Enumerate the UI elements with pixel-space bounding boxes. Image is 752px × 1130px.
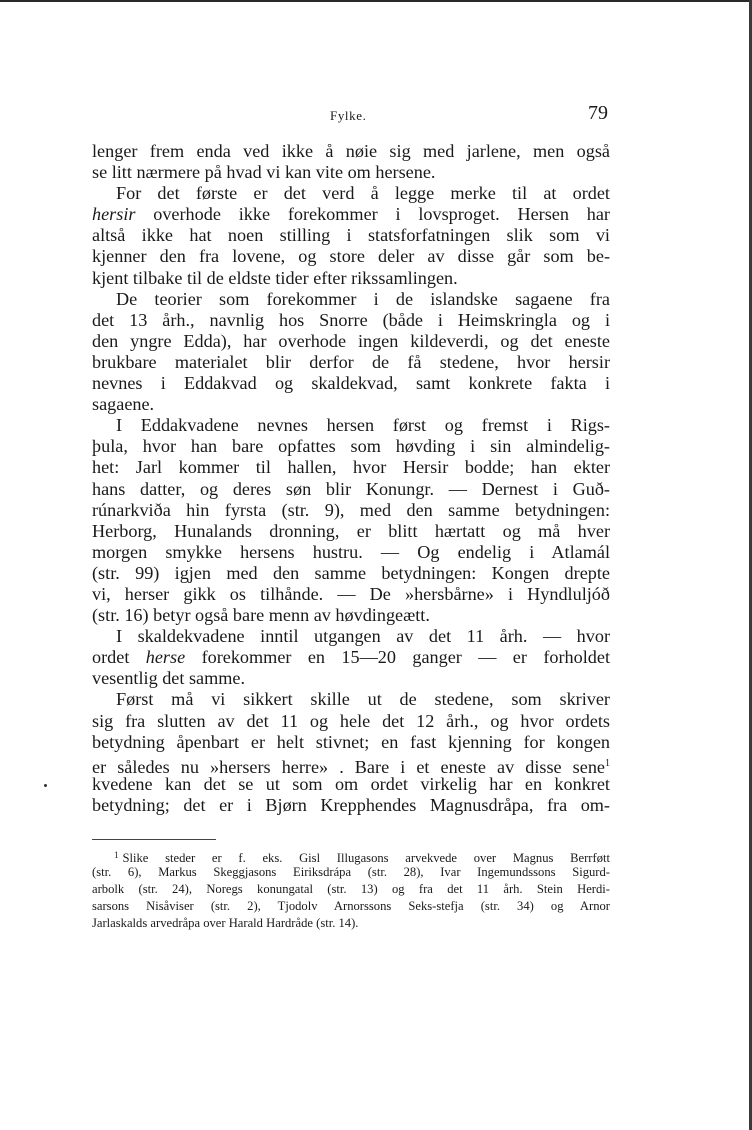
text-line: vesentlig det samme.	[92, 668, 246, 689]
footnote-line: arbolk (str. 24), Noregs konungatal (str. 13) og fra det 11 årh. Stein Herdi-	[92, 882, 610, 896]
text-line: brukbare materialet blir derfor de få stedene, hvor hersir	[92, 351, 610, 372]
italic-word-hersir: hersir	[92, 204, 136, 225]
text-line: kjenner den fra lovene, og store deler av disse går som be-	[92, 246, 610, 267]
text-line: betydning; det er i Bjørn Krepphendes Magnusdråpa, fra om-	[92, 794, 610, 815]
text-fragment: er således nu »hersers herre» . Bare i et eneste av disse sene	[92, 756, 605, 777]
scan-border-top	[0, 0, 752, 2]
text-line: kjent tilbake til de eldste tider efter rikssamlingen.	[92, 267, 458, 288]
text-line: Først må vi sikkert skille ut de stedene, som skriver	[116, 689, 610, 710]
footnote-reference[interactable]: 1	[605, 757, 610, 769]
text-line: sagaene.	[92, 394, 155, 415]
text-line: hans datter, og deres søn blir Konungr. — Dernest i Guð-	[92, 478, 610, 499]
text-line: det 13 årh., navnlig hos Snorre (både i Heimskringla og i	[92, 309, 610, 330]
text-line	[92, 753, 610, 777]
text-line: lenger frem enda ved ikke å nøie sig med jarlene, men også	[92, 141, 610, 161]
text-line: I skaldekvadene inntil utgangen av det 11 årh. — hvor	[116, 626, 610, 647]
text-line: (str. 16) betyr også bare menn av høvdingeætt.	[92, 605, 430, 626]
text-line: (str. 99) igjen med den samme betydningen: Kongen drepte	[92, 562, 610, 583]
page-number: 79	[588, 102, 608, 124]
footnote-line	[92, 847, 610, 864]
text-line: þula, hvor han bare opfattes som høvding i sin almindelig-	[92, 436, 610, 457]
footnote-divider	[92, 839, 216, 840]
italic-word-herse: herse	[145, 647, 186, 668]
running-head: Fylke.	[330, 108, 367, 123]
text-line: De teorier som forekommer i de islandske sagaene fra	[116, 288, 610, 309]
text-line: morgen smykke hersens hustru. — Og endelig i Atlamál	[92, 541, 610, 562]
footnote-line: Jarlaskalds arvedråpa over Harald Hardråde (str. 14).	[92, 916, 359, 930]
text-fragment: ordet	[92, 647, 130, 668]
text-line: I Eddakvadene nevnes hersen først og fremst i Rigs-	[116, 415, 610, 436]
text-fragment: Slike steder er f. eks. Gisl Illugasons arvekvede over Magnus Berrføtt	[122, 851, 610, 865]
text-fragment: overhode ikke forekommer i lovsproget. Hersen har	[135, 204, 610, 225]
text-fragment: forekommer en 15—20 ganger — er forholdet	[185, 647, 610, 668]
text-line	[92, 647, 610, 668]
footnote	[92, 847, 610, 932]
text-line: se litt nærmere på hvad vi kan vite om hersene.	[92, 162, 436, 183]
text-line: kvedene kan det se ut som om ordet virkelig har en konkret	[92, 773, 610, 794]
footnote-line: (str. 6), Markus Skeggjasons Eiriksdrápa (str. 28), Ivar Ingemundssons Sigurd-	[92, 865, 610, 879]
text-line: sig fra slutten av det 11 og hele det 12 årh., og hvor ordets	[92, 710, 610, 731]
footnote-marker: 1	[114, 850, 119, 860]
scan-speck	[44, 784, 47, 787]
text-line: het: Jarl kommer til hallen, hvor Hersir bodde; han ekter	[92, 457, 610, 478]
text-line: betydning åpenbart er helt stivnet; en fast kjenning for kongen	[92, 731, 610, 752]
text-line	[92, 204, 610, 225]
body-text	[92, 141, 610, 816]
text-line: rúnarkviða hin fyrsta (str. 9), med den samme betydningen:	[92, 499, 610, 520]
text-line: For det første er det verd å legge merke til at ordet	[116, 183, 610, 204]
footnote-line: sarsons Nisåviser (str. 2), Tjodolv Arnorssons Seks-stefja (str. 34) og Arnor	[92, 899, 610, 913]
text-line: den yngre Edda), har overhode ingen kildeverdi, og det eneste	[92, 330, 610, 351]
text-line: Herborg, Hunalands dronning, er blitt hærtatt og må hver	[92, 520, 610, 541]
text-line: vi, herser gikk os tilhånde. — De »hersbårne» i Hyndluljóð	[92, 583, 610, 604]
text-line: altså ikke hat noen stilling i statsforfatningen slik som vi	[92, 225, 610, 246]
text-line: nevnes i Eddakvad og skaldekvad, samt konkrete fakta i	[92, 373, 610, 394]
